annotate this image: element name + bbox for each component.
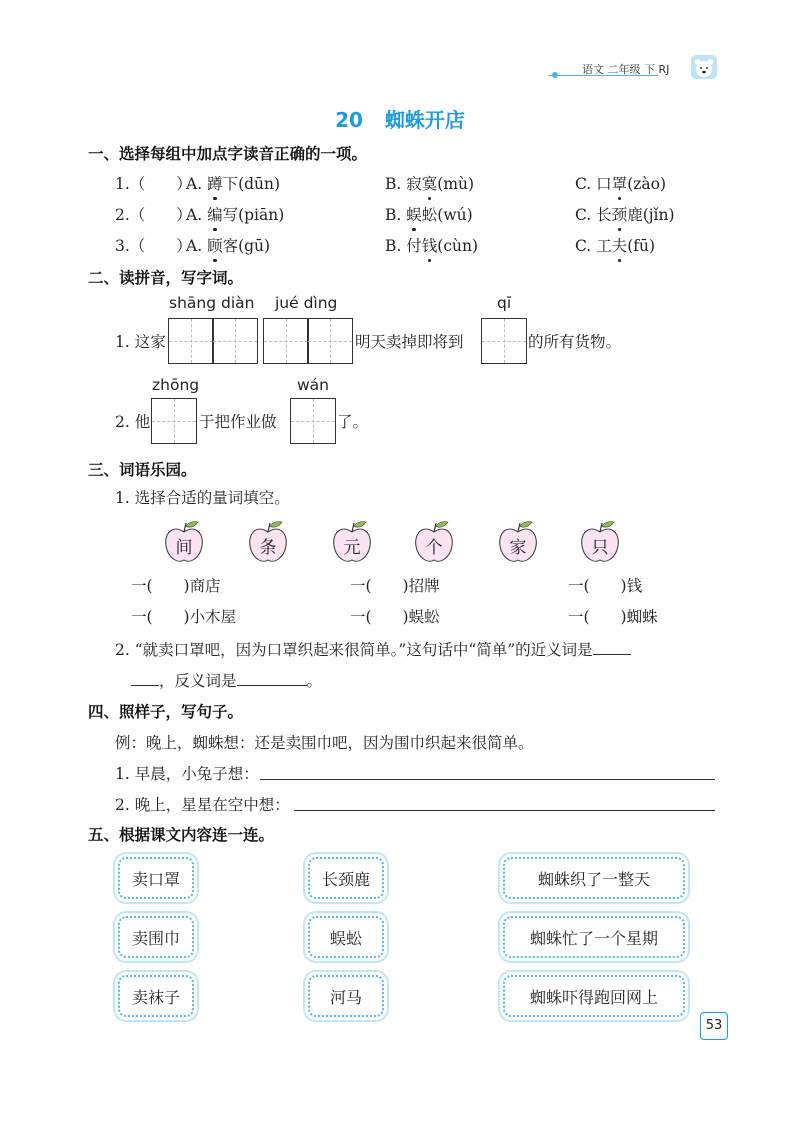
- fill-item[interactable]: 一( )招牌: [350, 577, 440, 595]
- s4-q2: 2. 晚上，星星在空中想：: [115, 796, 290, 814]
- apple-option: [330, 520, 374, 562]
- match-item-col1[interactable]: 卖袜子: [118, 975, 194, 1017]
- apple-label: 条: [259, 538, 277, 558]
- apple-label: 元: [343, 538, 361, 558]
- s1-row1-b: B. 寂寞(mù): [385, 172, 474, 194]
- writing-box[interactable]: [481, 318, 527, 364]
- fill-item[interactable]: 一( )钱: [568, 577, 643, 595]
- apple-option: [162, 520, 206, 562]
- match-item-col1[interactable]: 卖口罩: [118, 857, 194, 899]
- s2-line2-mid: 于把作业做: [199, 413, 277, 431]
- apple-option: [412, 520, 456, 562]
- pinyin-zhong: zhōng: [152, 376, 200, 394]
- match-item-col1[interactable]: 卖围巾: [118, 916, 194, 958]
- page-title: [0, 104, 800, 133]
- answer-line[interactable]: [294, 810, 715, 811]
- s1-row2-a: A. 编写(piān): [186, 203, 284, 225]
- s2-line2-post: 了。: [337, 413, 369, 431]
- lesson-number: 20: [335, 108, 363, 132]
- bear-icon: [691, 55, 717, 79]
- fill-item[interactable]: 一( )小木屋: [131, 608, 237, 626]
- s3-q2-line2: ，反义词是 。: [131, 669, 322, 691]
- writing-box[interactable]: [307, 318, 353, 364]
- s1-row3-c: C. 工夫(fū): [575, 234, 655, 256]
- section3-heading: 三、词语乐园。: [88, 461, 197, 479]
- pinyin-wan: wán: [297, 376, 329, 394]
- answer-line[interactable]: [260, 779, 715, 780]
- s1-row3-b: B. 付钱(cùn): [385, 234, 478, 256]
- section4-heading: 四、照样子，写句子。: [88, 703, 244, 721]
- synonym-blank[interactable]: [593, 654, 631, 655]
- lesson-title: 蜘蛛开店: [384, 108, 465, 132]
- match-item-col3[interactable]: 蜘蛛织了一整天: [503, 857, 685, 899]
- writing-box[interactable]: [212, 318, 258, 364]
- match-item-col2[interactable]: 河马: [308, 975, 384, 1017]
- s4-q1: 1. 早晨，小兔子想：: [115, 765, 259, 783]
- s2-line2-pre: 2. 他: [115, 413, 151, 431]
- header-dot: [552, 72, 558, 78]
- apple-option: [578, 520, 622, 562]
- s2-line1-pre: 1. 这家: [115, 333, 166, 351]
- s3-q1: 1. 选择合适的量词填空。: [115, 489, 290, 507]
- page-number: 53: [700, 1012, 728, 1040]
- s1-row3-num: 3.（ ）: [115, 237, 192, 255]
- fill-item[interactable]: 一( )蜘蛛: [568, 608, 658, 626]
- match-item-col2[interactable]: 蜈蚣: [308, 916, 384, 958]
- s1-row1-c: C. 口罩(zào): [575, 172, 666, 194]
- apple-label: 个: [425, 538, 443, 558]
- section1-heading: 一、选择每组中加点字读音正确的一项。: [88, 145, 368, 163]
- writing-box[interactable]: [151, 398, 197, 444]
- writing-box[interactable]: [290, 398, 336, 444]
- s1-row3-a: A. 顾客(gū): [186, 234, 270, 256]
- pinyin-qi: qī: [497, 294, 512, 312]
- header-label: 语文 二年级 下 RJ: [582, 63, 670, 76]
- pinyin-jueding: jué dìng: [275, 294, 338, 312]
- match-item-col3[interactable]: 蜘蛛吓得跑回网上: [503, 975, 685, 1017]
- apple-label: 只: [591, 538, 609, 558]
- fill-item[interactable]: 一( )蜈蚣: [350, 608, 440, 626]
- s3-q2-line1: 2. “就卖口罩吧，因为口罩织起来很简单。”这句话中“简单”的近义词是: [115, 638, 631, 660]
- s4-example: 例：晚上，蜘蛛想：还是卖围巾吧，因为围巾织起来很简单。: [115, 734, 534, 752]
- writing-box[interactable]: [168, 318, 214, 364]
- s2-line1-mid: 明天卖掉即将到: [355, 333, 464, 351]
- apple-label: 间: [175, 538, 193, 558]
- apple-option: [496, 520, 540, 562]
- writing-box[interactable]: [263, 318, 309, 364]
- apple-label: 家: [509, 538, 527, 558]
- match-item-col2[interactable]: 长颈鹿: [308, 857, 384, 899]
- synonym-blank-cont[interactable]: [131, 685, 159, 686]
- s1-row1-num: 1.（ ）: [115, 175, 192, 193]
- s1-row2-b: B. 蜈蚣(wú): [385, 203, 473, 225]
- s1-row1-a: A. 蹲下(dūn): [186, 172, 280, 194]
- pinyin-shangdian: shāng diàn: [169, 294, 255, 312]
- match-item-col3[interactable]: 蜘蛛忙了一个星期: [503, 916, 685, 958]
- section2-heading: 二、读拼音，写字词。: [88, 269, 244, 287]
- apple-option: [246, 520, 290, 562]
- section5-heading: 五、根据课文内容连一连。: [88, 826, 275, 844]
- s1-row2-num: 2.（ ）: [115, 206, 192, 224]
- s1-row2-c: C. 长颈鹿(jǐn): [575, 203, 675, 225]
- antonym-blank[interactable]: [237, 685, 307, 686]
- fill-item[interactable]: 一( )商店: [131, 577, 221, 595]
- s2-line1-post: 的所有货物。: [528, 333, 622, 351]
